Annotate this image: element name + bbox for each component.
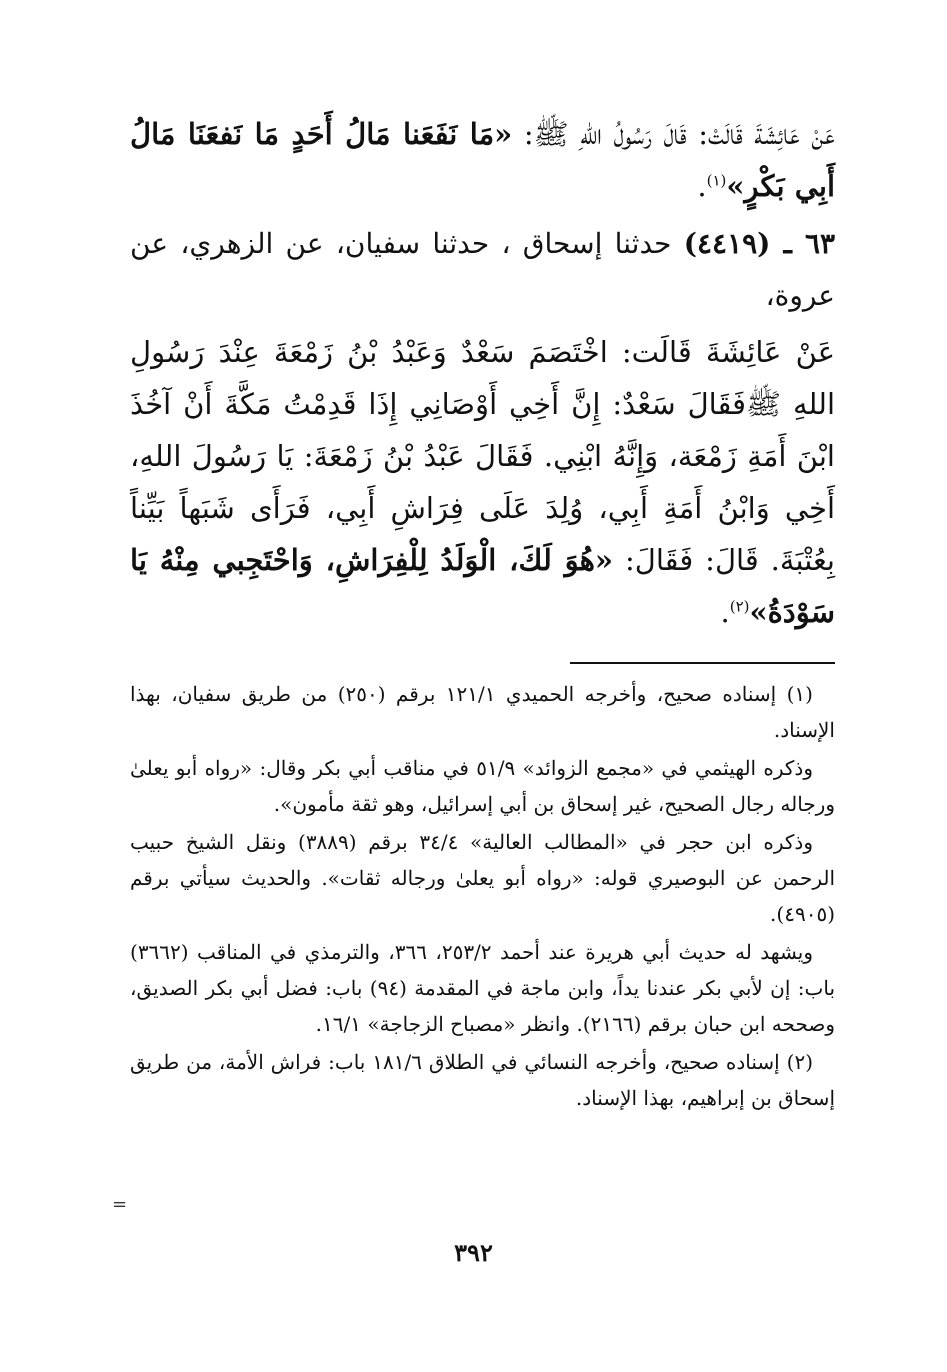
page-number: ٣٩٢ <box>454 1238 493 1267</box>
continuation-mark: = <box>112 1194 128 1215</box>
chain-text: حدثنا إسحاق ، حدثنا سفيان، عن الزهري، عن عروة، <box>130 227 835 312</box>
sentence-end: . <box>720 595 730 629</box>
footnote-ref: (١) <box>706 171 727 190</box>
footnote-ref: (٢) <box>729 597 750 616</box>
prophetic-quote: «مَا نَفَعَنا مَالُ أَحَدٍ مَا نَفعَنَا مَالُ أَبِي بَكْرٍ» <box>130 117 835 203</box>
footnotes-section <box>130 676 835 1116</box>
sentence-end: . <box>697 169 707 203</box>
footnote: ويشهد له حديث أبي هريرة عند أحمد ٢٥٣/٢، ٣٦٦، والترمذي في المناقب (٣٦٦٢) باب: إن لأبي بكر عندنا يداً، وابن ماجة في المقدمة (٩٤) باب: فضل أبي بكر الصديق، وصححه ابن حبان برقم (٢١٦٦). وانظر «مصباح الزجاجة» ١٦/١. <box>130 940 836 1036</box>
hadith-text-second <box>130 326 835 638</box>
footnote: (١) إسناده صحيح، وأخرجه الحميدي ١٢١/١ برقم (٢٥٠) من طريق سفيان، بهذا الإسناد. <box>130 682 835 742</box>
footnote-divider <box>570 662 835 664</box>
footnote: وذكره الهيثمي في «مجمع الزوائد» ٥١/٩ في مناقب أبي بكر وقال: «رواه أبو يعلىٰ ورجاله رجال الصحيح، غير إسحاق بن أبي إسرائيل، وهو ثقة مأمون». <box>130 756 835 816</box>
narration-text: عَنْ عَائِشَةَ قَالَت: اخْتَصَمَ سَعْدٌ وَعَبْدُ بْنُ زَمْعَةَ عِنْدَ رَسُولِ اللهِ ﷺفَقَالَ سَعْدٌ: إِنَّ أَخِي أَوْصَانِي إِذَا قَدِمْتُ مَكَّةَ أَنْ آخُذَ ابْنَ أَمَةِ زَمْعَة، وَإِنَّهُ ابْنِي. فَقَالَ عَبْدُ بْنُ زَمْعَةَ: يَا رَسُولَ اللهِ، أَخِي وَابْنُ أَمَةِ أَبِي، وُلِدَ عَلَى فِرَاشِ أَبِي، فَرَأَى شَبَهاً بَيِّناً بِعُتْبَةَ. قَالَ: فَقَالَ: <box>130 335 836 577</box>
footnote: وذكره ابن حجر في «المطالب العالية» ٣٤/٤ برقم (٣٨٨٩) ونقل الشيخ حبيب الرحمن عن البوصيري قوله: «رواه أبو يعلىٰ ورجاله ثقات». والحديث سيأتي برقم (٤٩٠٥). <box>130 830 835 926</box>
hadith-text-first <box>130 108 835 212</box>
footnote: (٢) إسناده صحيح، وأخرجه النسائي في الطلاق ١٨١/٦ باب: فراش الأمة، من طريق إسحاق بن إبراهيم، بهذا الإسناد. <box>130 1050 835 1110</box>
prophetic-quote: «هُوَ لَكَ، الْوَلَدُ لِلْفِرَاشِ، وَاحْتَجِبي مِنْهُ يَا سَوْدَةُ» <box>130 543 835 629</box>
narration-text: عَنْ عَائِشَةَ قَالَتْ: قَالَ رَسُولُ اللهِ ﷺ: <box>512 117 835 151</box>
book-page <box>130 108 835 1338</box>
hadith-number: ٦٣ ـ (٤٤١٩) <box>683 227 836 260</box>
isnad-chain <box>130 218 835 322</box>
